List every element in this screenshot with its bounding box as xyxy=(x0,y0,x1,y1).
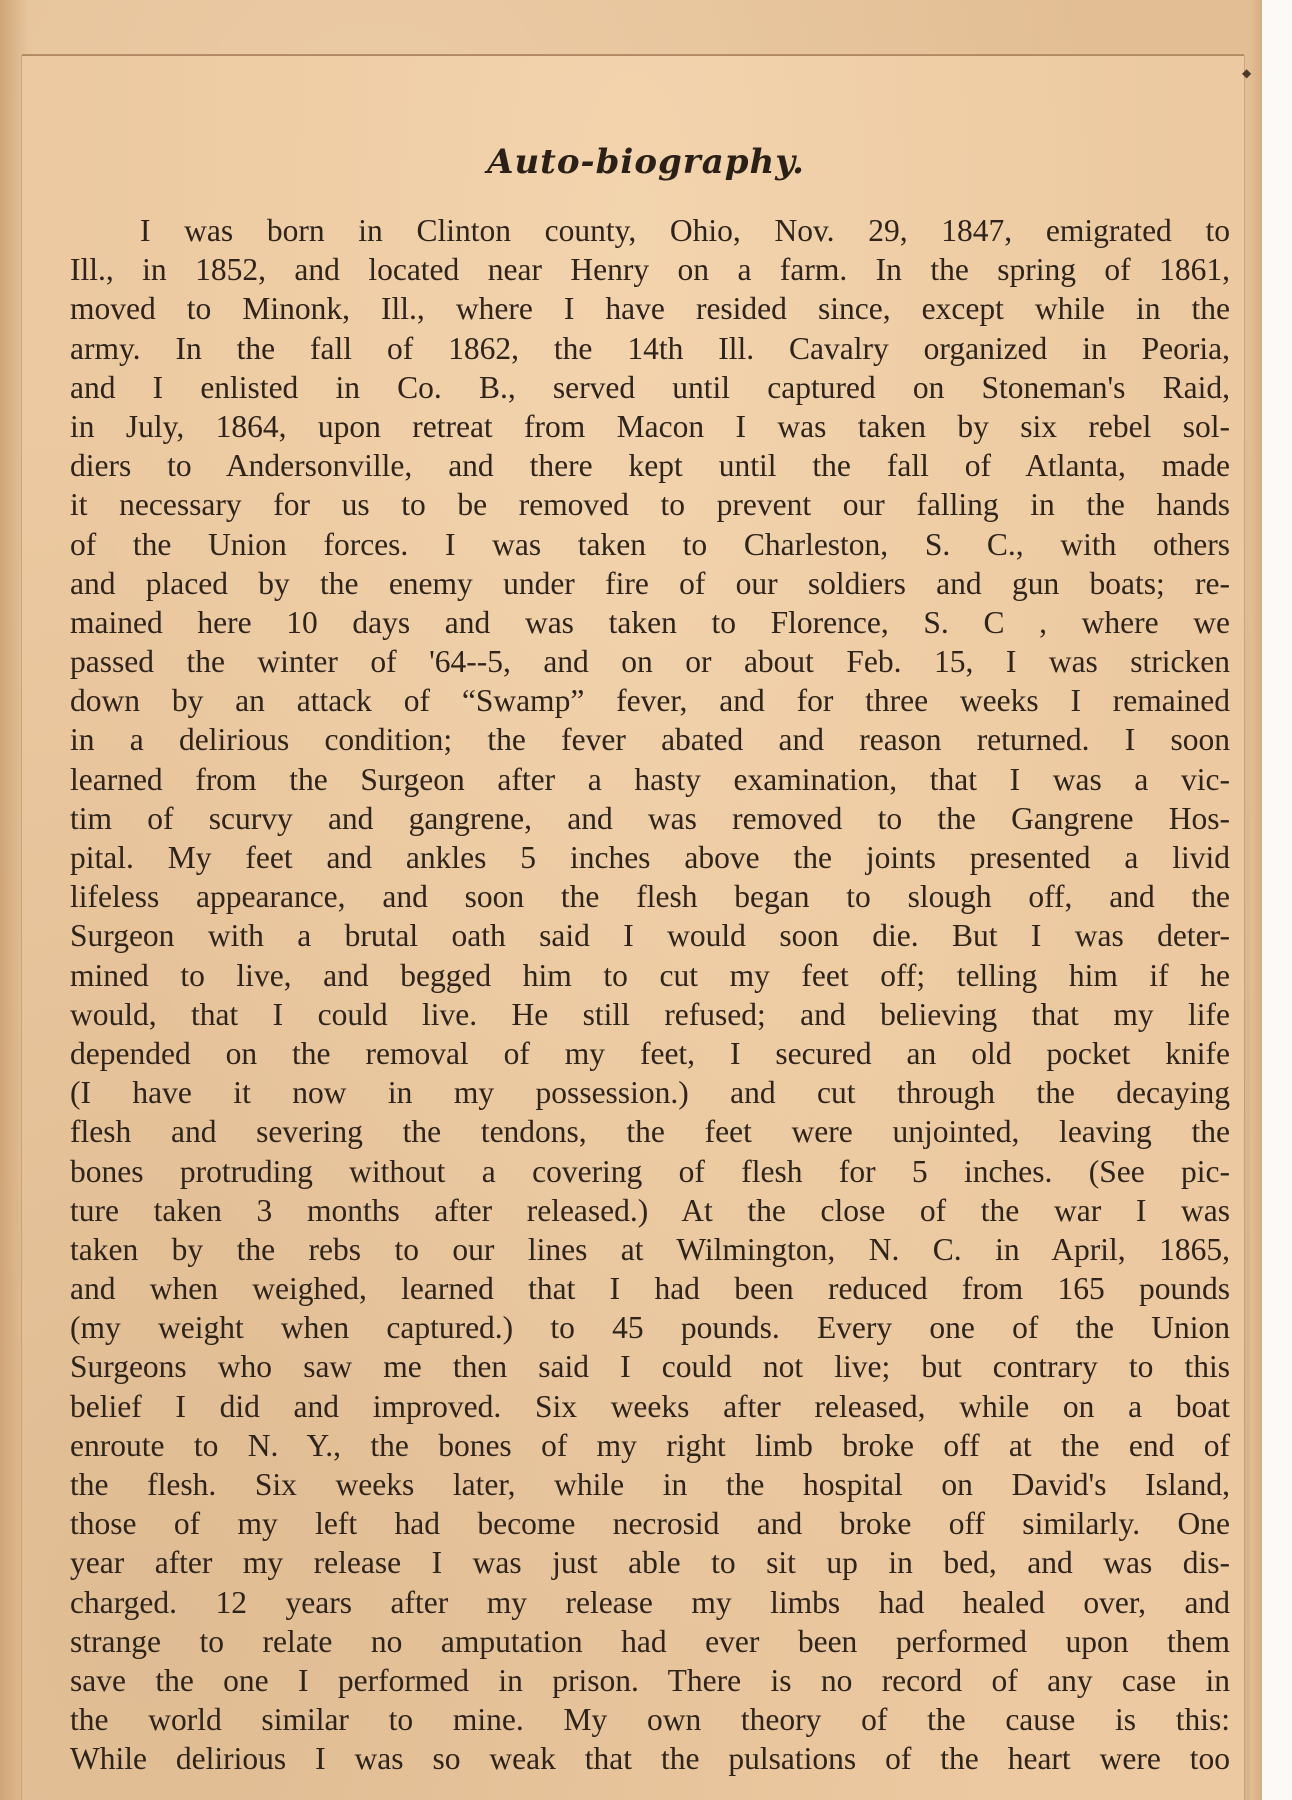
text-line: Surgeons who saw me then said I could not live; but contrary to this xyxy=(70,1349,1230,1385)
text-line: bones protruding without a covering of flesh for 5 inches. (See pic- xyxy=(70,1153,1230,1189)
text-line: belief I did and improved. Six weeks after released, while on a boat xyxy=(70,1388,1230,1424)
text-line: flesh and severing the tendons, the feet were unjointed, leaving the xyxy=(70,1114,1230,1150)
text-line: passed the winter of '64--5, and on or about Feb. 15, I was stricken xyxy=(70,644,1230,680)
text-line: those of my left had become necrosid and broke off similarly. One xyxy=(70,1506,1230,1542)
text-line: it necessary for us to be removed to prevent our falling in the hands xyxy=(70,487,1230,523)
text-line: pital. My feet and ankles 5 inches above the joints presented a livid xyxy=(70,840,1230,875)
text-line: lifeless appearance, and soon the flesh began to slough off, and the xyxy=(70,879,1230,915)
text-line: and when weighed, learned that I had been reduced from 165 pounds xyxy=(70,1271,1230,1307)
text-line: in July, 1864, upon retreat from Macon I was taken by six rebel sol- xyxy=(70,408,1230,444)
text-line: down by an attack of “Swamp” fever, and for three weeks I remained xyxy=(70,683,1230,719)
text-line: moved to Minonk, Ill., where I have resided since, except while in the xyxy=(70,291,1230,327)
text-line: in a delirious condition; the fever abated and reason returned. I soon xyxy=(70,722,1230,758)
text-line: enroute to N. Y., the bones of my right limb broke off at the end of xyxy=(70,1427,1230,1463)
text-line: learned from the Surgeon after a hasty examination, that I was a vic- xyxy=(70,761,1230,797)
text-line: Surgeon with a brutal oath said I would soon die. But I was deter- xyxy=(70,918,1230,954)
card-right-edge xyxy=(1250,0,1262,1800)
text-line: year after my release I was just able to sit up in bed, and was dis- xyxy=(70,1545,1230,1581)
text-line: While delirious I was so weak that the pulsations of the heart were too xyxy=(70,1741,1230,1777)
text-line: depended on the removal of my feet, I secured an old pocket knife xyxy=(70,1035,1230,1071)
text-line: the world similar to mine. My own theory of the cause is this: xyxy=(70,1702,1230,1738)
pin-mark-icon: ◆ xyxy=(1242,66,1252,80)
text-line: and placed by the enemy under fire of our soldiers and gun boats; re- xyxy=(70,565,1230,601)
text-line: tim of scurvy and gangrene, and was removed to the Gangrene Hos- xyxy=(70,800,1230,836)
text-line: charged. 12 years after my release my limbs had healed over, and xyxy=(70,1584,1230,1620)
text-line: I was born in Clinton county, Ohio, Nov. 29, 1847, emigrated to xyxy=(140,213,1230,248)
document-title: Auto-biography. xyxy=(487,142,805,182)
text-line: Ill., in 1852, and located near Henry on a farm. In the spring of 1861, xyxy=(70,252,1230,288)
text-line: would, that I could live. He still refused; and believing that my life xyxy=(70,996,1230,1032)
text-line: mained here 10 days and was taken to Florence, S. C , where we xyxy=(70,604,1230,640)
text-line: ture taken 3 months after released.) At the close of the war I was xyxy=(70,1192,1230,1228)
text-line: of the Union forces. I was taken to Charleston, S. C., with others xyxy=(70,526,1230,562)
text-line: taken by the rebs to our lines at Wilmington, N. C. in April, 1865, xyxy=(70,1231,1230,1267)
text-line: mined to live, and begged him to cut my feet off; telling him if he xyxy=(70,957,1230,993)
text-line: the flesh. Six weeks later, while in the hospital on David's Island, xyxy=(70,1467,1230,1502)
document-body xyxy=(70,211,1230,1779)
text-line: diers to Andersonville, and there kept until the fall of Atlanta, made xyxy=(70,448,1230,484)
text-line: and I enlisted in Co. B., served until captured on Stoneman's Raid, xyxy=(70,369,1230,405)
text-line: save the one I performed in prison. There is no record of any case in xyxy=(70,1662,1230,1698)
text-line: (my weight when captured.) to 45 pounds. Every one of the Union xyxy=(70,1310,1230,1346)
text-line: army. In the fall of 1862, the 14th Ill. Cavalry organized in Peoria, xyxy=(70,330,1230,366)
text-line: strange to relate no amputation had ever been performed upon them xyxy=(70,1623,1230,1659)
text-line: (I have it now in my possession.) and cut through the decaying xyxy=(70,1075,1230,1111)
